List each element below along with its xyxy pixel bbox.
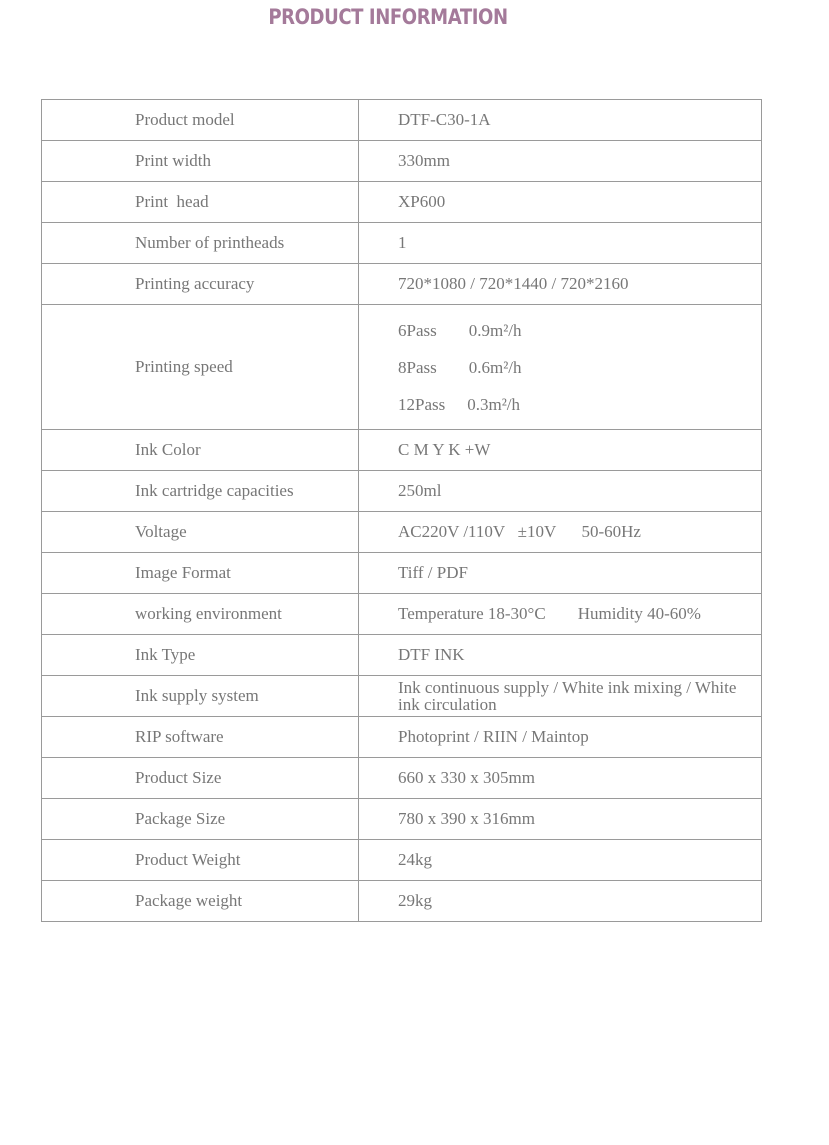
spec-label: Package Size bbox=[42, 799, 359, 840]
spec-label: Voltage bbox=[42, 512, 359, 553]
spec-value: Photoprint / RIIN / Maintop bbox=[359, 717, 762, 758]
spec-value: 1 bbox=[359, 223, 762, 264]
table-row bbox=[42, 717, 762, 758]
spec-value: 24kg bbox=[359, 840, 762, 881]
speed-rate: 0.6m²/h bbox=[468, 357, 522, 377]
table-row bbox=[42, 881, 762, 922]
spec-label: Ink Type bbox=[42, 635, 359, 676]
spec-value: 250ml bbox=[359, 471, 762, 512]
table-row bbox=[42, 840, 762, 881]
spec-label: working environment bbox=[42, 594, 359, 635]
spec-label: Image Format bbox=[42, 553, 359, 594]
spec-label: Ink cartridge capacities bbox=[42, 471, 359, 512]
spec-value: 660 x 330 x 305mm bbox=[359, 758, 762, 799]
spec-label: Number of printheads bbox=[42, 223, 359, 264]
spec-value: Ink continuous supply / White ink mixing / White ink circulation bbox=[359, 676, 762, 717]
spec-value: XP600 bbox=[359, 182, 762, 223]
spec-label: RIP software bbox=[42, 717, 359, 758]
pass-count: 6Pass bbox=[398, 320, 437, 340]
spec-value: AC220V /110V ±10V 50-60Hz bbox=[359, 512, 762, 553]
table-row bbox=[42, 264, 762, 305]
table-row bbox=[42, 799, 762, 840]
table-row bbox=[42, 100, 762, 141]
speed-line bbox=[398, 312, 761, 349]
table-row bbox=[42, 594, 762, 635]
spec-value: 330mm bbox=[359, 141, 762, 182]
spec-label: Package weight bbox=[42, 881, 359, 922]
spec-value: 780 x 390 x 316mm bbox=[359, 799, 762, 840]
spec-value: 720*1080 / 720*1440 / 720*2160 bbox=[359, 264, 762, 305]
spec-label: Product Size bbox=[42, 758, 359, 799]
table-row bbox=[42, 305, 762, 430]
humidity-value: Humidity 40-60% bbox=[577, 604, 701, 623]
speed-line bbox=[398, 386, 761, 423]
page-title: PRODUCT INFORMATION bbox=[268, 5, 508, 29]
spec-value: Tiff / PDF bbox=[359, 553, 762, 594]
spec-value: C M Y K +W bbox=[359, 430, 762, 471]
spec-label: Product model bbox=[42, 100, 359, 141]
spec-value: DTF-C30-1A bbox=[359, 100, 762, 141]
table-row bbox=[42, 553, 762, 594]
table-row bbox=[42, 223, 762, 264]
pass-count: 12Pass bbox=[398, 394, 446, 414]
table-row bbox=[42, 182, 762, 223]
spec-label: Print head bbox=[42, 182, 359, 223]
spec-label: Ink Color bbox=[42, 430, 359, 471]
spec-label: Ink supply system bbox=[42, 676, 359, 717]
spec-value bbox=[359, 305, 762, 430]
speed-line bbox=[398, 349, 761, 386]
speed-rate: 0.9m²/h bbox=[468, 320, 522, 340]
spec-label: Product Weight bbox=[42, 840, 359, 881]
spec-value: 29kg bbox=[359, 881, 762, 922]
spec-label: Printing accuracy bbox=[42, 264, 359, 305]
table-row bbox=[42, 512, 762, 553]
table-row bbox=[42, 758, 762, 799]
table-row bbox=[42, 471, 762, 512]
table-row bbox=[42, 141, 762, 182]
spec-label: Printing speed bbox=[42, 305, 359, 430]
temperature-value: Temperature 18-30°C bbox=[398, 604, 546, 623]
table-row bbox=[42, 430, 762, 471]
spec-value: DTF INK bbox=[359, 635, 762, 676]
pass-count: 8Pass bbox=[398, 357, 437, 377]
table-row bbox=[42, 676, 762, 717]
speed-rate: 0.3m²/h bbox=[467, 394, 521, 414]
spec-value bbox=[359, 594, 762, 635]
table-row bbox=[42, 635, 762, 676]
spec-label: Print width bbox=[42, 141, 359, 182]
product-info-table bbox=[41, 99, 762, 922]
